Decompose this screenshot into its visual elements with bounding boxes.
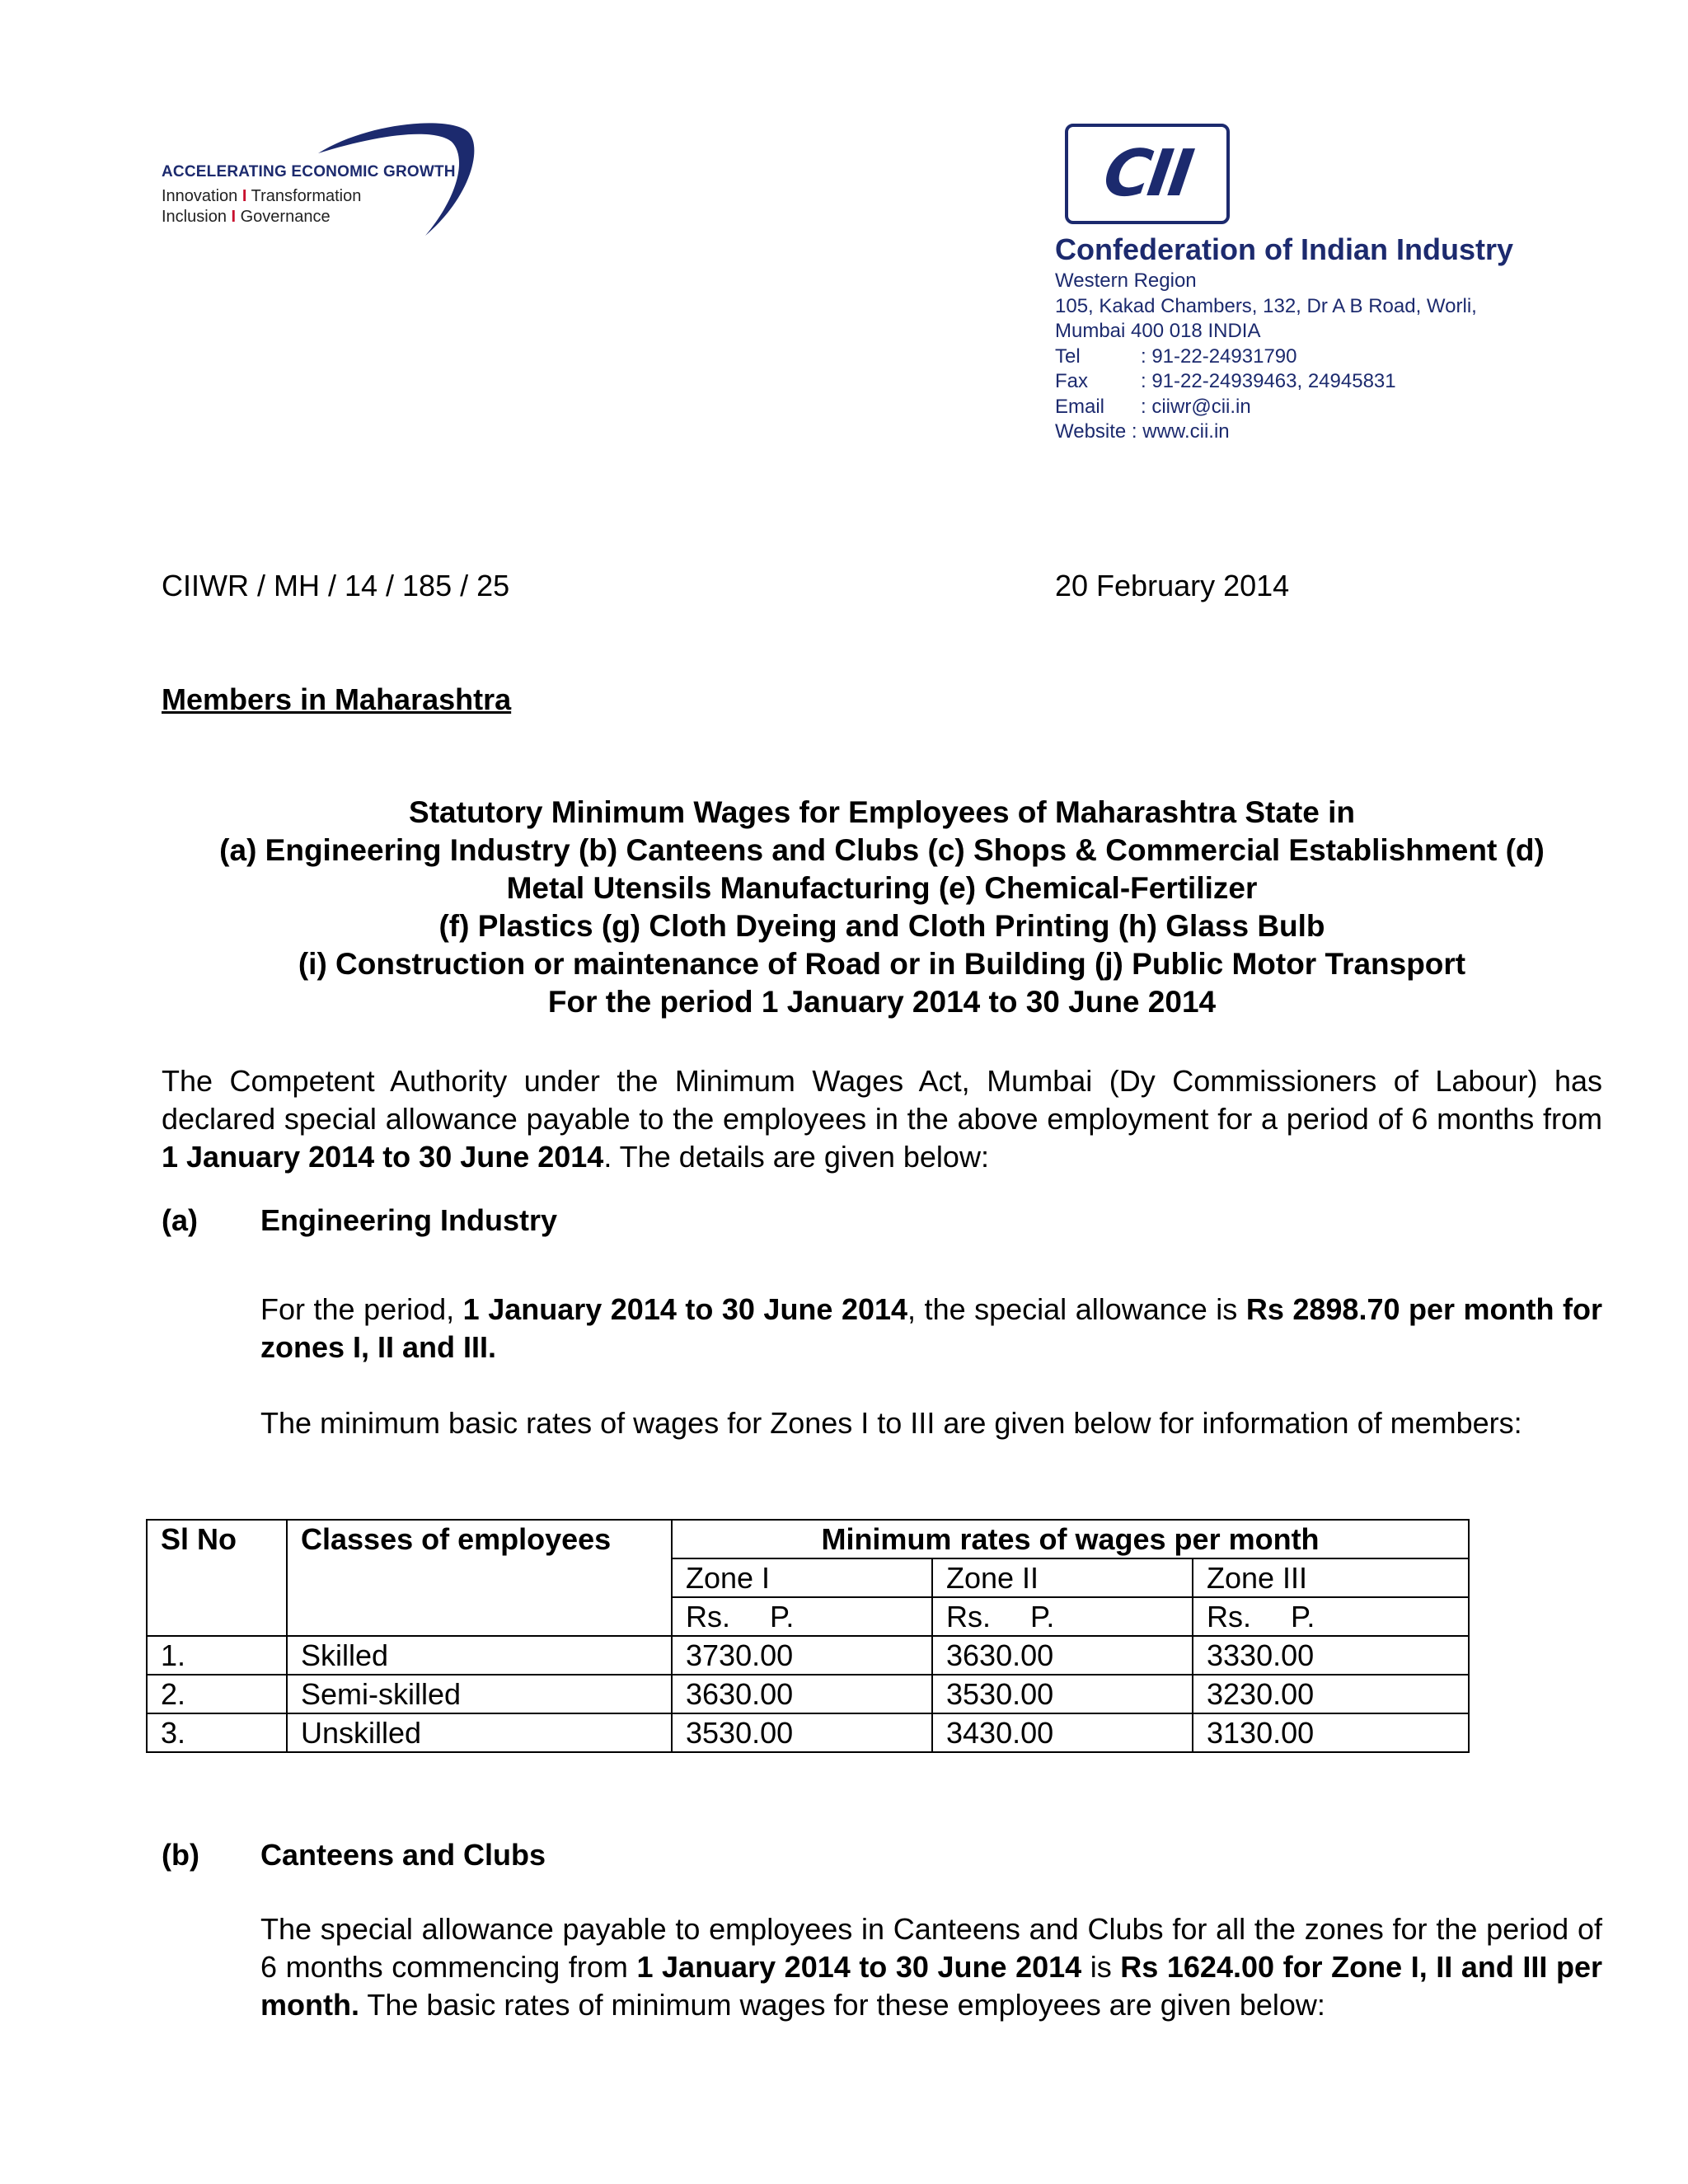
title-line: (a) Engineering Industry (b) Canteens and Clubs (c) Shops & Commercial Establishment (d) (219, 833, 1545, 867)
org-website: Website : www.cii.in (1055, 420, 1230, 443)
intro-paragraph: The Competent Authority under the Minimum Wages Act, Mumbai (Dy Commissioners of Labour) has declared special allowance payable to the employees in the above employment for a period of 6 months from 1 January 2014 to 30 June 2014. The details are given below: (162, 1064, 1602, 1174)
logo-tagline: ACCELERATING ECONOMIC GROWTH (162, 163, 456, 180)
cell-zone-1: 3630.00 (672, 1675, 932, 1713)
col-class-header: Classes of employees (287, 1520, 672, 1636)
logo-line-3: Inclusion I Governance (162, 208, 331, 226)
org-tel: Tel : 91-22-24931790 (1055, 344, 1297, 368)
accelerating-growth-logo (162, 114, 491, 237)
cell-class: Semi-skilled (287, 1675, 672, 1713)
org-address-line-2: Mumbai 400 018 INDIA (1055, 320, 1261, 342)
org-fax: Fax : 91-22-24939463, 24945831 (1055, 370, 1396, 392)
cell-zone-3: 3130.00 (1193, 1713, 1469, 1752)
title-line: For the period 1 January 2014 to 30 June 2014 (547, 985, 1217, 1019)
title-line: Metal Utensils Manufacturing (e) Chemical-Fertilizer (506, 871, 1258, 905)
table-row (147, 1713, 1469, 1752)
cii-logo (1065, 124, 1230, 224)
section-a-rates-paragraph: The minimum basic rates of wages for Zones I to III are given below for information of members: (260, 1406, 1522, 1440)
cell-zone-1: 3730.00 (672, 1636, 932, 1675)
org-name: Confederation of Indian Industry (1055, 232, 1513, 266)
cell-zone-3: 3230.00 (1193, 1675, 1469, 1713)
cell-zone-2: 3630.00 (932, 1636, 1193, 1675)
addressee: Members in Maharashtra (162, 682, 512, 716)
cell-class: Unskilled (287, 1713, 672, 1752)
zone-header: Zone II (932, 1558, 1193, 1597)
cell-sl: 1. (147, 1636, 287, 1675)
reference-number: CIIWR / MH / 14 / 185 / 25 (162, 569, 510, 602)
org-address-line-1: 105, Kakad Chambers, 132, Dr A B Road, Worli, (1055, 294, 1477, 317)
col-group-header: Minimum rates of wages per month (672, 1520, 1469, 1558)
zone-header: Zone I (672, 1558, 932, 1597)
unit-header: Rs. P. (932, 1597, 1193, 1636)
section-b-paragraph: The special allowance payable to employees in Canteens and Clubs for all the zones for the period of 6 months commencing from 1 January 2014 to 30 June 2014 is Rs 1624.00 for Zone I, II and III per month. The basic rates of minimum wages for these employees are given below: (260, 1912, 1602, 2022)
org-email: Email : ciiwr@cii.in (1055, 395, 1251, 418)
title-line: Statutory Minimum Wages for Employees of Maharashtra State in (409, 795, 1355, 829)
org-address-block (1055, 231, 1648, 445)
col-sl-header: Sl No (147, 1520, 287, 1636)
cell-class: Skilled (287, 1636, 672, 1675)
section-b-letter: (b) (162, 1838, 199, 1872)
table-row (147, 1675, 1469, 1713)
cell-zone-2: 3430.00 (932, 1713, 1193, 1752)
zone-header: Zone III (1193, 1558, 1469, 1597)
reference-date: 20 February 2014 (1055, 569, 1290, 602)
unit-header: Rs. P. (672, 1597, 932, 1636)
cell-zone-1: 3530.00 (672, 1713, 932, 1752)
cell-sl: 2. (147, 1675, 287, 1713)
title-line: (i) Construction or maintenance of Road or in Building (j) Public Motor Transport (298, 947, 1466, 981)
cell-zone-3: 3330.00 (1193, 1636, 1469, 1675)
section-b-title: Canteens and Clubs (260, 1838, 546, 1872)
table-header-row (147, 1520, 1469, 1558)
section-a-allowance-paragraph: For the period, 1 January 2014 to 30 June 2014, the special allowance is Rs 2898.70 per month for zones I, II and III. (260, 1292, 1603, 1364)
logo-line-2: Innovation I Transformation (162, 187, 362, 205)
wages-table (146, 1519, 1470, 1753)
section-a-letter: (a) (162, 1203, 198, 1237)
table-row (147, 1636, 1469, 1675)
title-line: (f) Plastics (g) Cloth Dyeing and Cloth Printing (h) Glass Bulb (438, 909, 1325, 943)
cell-zone-2: 3530.00 (932, 1675, 1193, 1713)
section-a-title: Engineering Industry (260, 1203, 558, 1237)
unit-header: Rs. P. (1193, 1597, 1469, 1636)
org-region: Western Region (1055, 269, 1197, 292)
cell-sl: 3. (147, 1713, 287, 1752)
document-title (124, 794, 1640, 1021)
cii-logo-mark: CII (1100, 137, 1195, 211)
